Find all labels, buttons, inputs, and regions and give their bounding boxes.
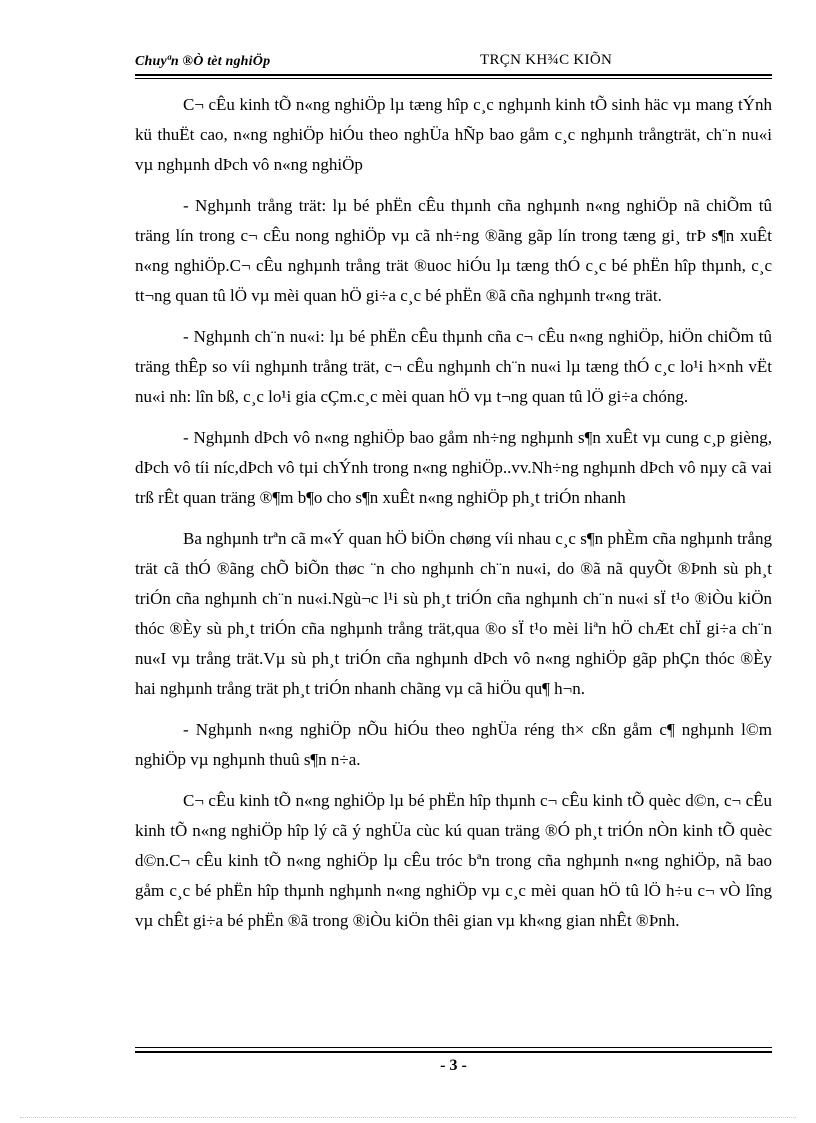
paragraph: Ba nghµnh trªn cã m«Ý quan hÖ biÖn chøng víi nhau c¸c s¶n phÈm cña nghµnh trång trät cã thÓ ®ãng chÕ biÕn thøc ¨n cho nghµnh ch¨n nu«i, do ®ã nã quyÕt ®Þnh sù ph¸t triÓn cña nghµnh ch¨n nu«i.Ngù¬c l¹i sù ph¸t triÓn cña nghµnh ch¨n nu«i sÏ t¹o ®iÒu kiÖn thóc ®Èy sù ph¸t triÓn cña nghµnh trång trät,qua ®o sÏ t¹o mèi liªn hÖ chÆt chÏ gi÷a ch¨n nu«I vµ trång trät.Vµ sù ph¸t triÓn cña nghµnh dÞch vô n«ng nghiÖp gãp phÇn thóc ®Èy hai nghµnh trång trät ph¸t triÓn nhanh chãng vµ cã hiÖu qu¶ h¬n.: [135, 529, 772, 698]
paragraph: - Nghµnh trång trät: lµ bé phËn cÊu thµnh cña nghµnh n«ng nghiÖp nã chiÕm tû träng lín trong c¬ cÊu nong nghiÖp vµ cã nh÷ng ®ãng gãp lín trong tæng gi¸ trÞ s¶n xuÊt n«ng nghiÖp.C¬ cÊu nghµnh trång trät ®uoc hiÓu lµ tæng thÓ c¸c bé phËn hîp thµnh, c¸c tt¬ng quan tû lÖ vµ mèi quan hÖ gi÷a c¸c bé phËn ®ã cña nghµnh tr«ng trät.: [135, 196, 772, 305]
paragraph: C¬ cÊu kinh tÕ n«ng nghiÖp lµ bé phËn hîp thµnh c¬ cÊu kinh tÕ quèc d©n, c¬ cÊu kinh tÕ n«ng nghiÖp hîp lý cã ý nghÜa cùc kú quan träng ®Ó ph¸t triÓn nÒn kinh tÕ quèc d©n.C¬ cÊu kinh tÕ n«ng nghiÖp lµ cÊu tróc bªn trong cña nghµnh n«ng nghiÖp, nã bao gåm c¸c bé phËn hîp thµnh nghµnh n«ng nghiÖp vµ c¸c mèi quan hÖ tû lÖ h÷u c¬ vÒ lîng vµ chÊt gi÷a bé phËn ®ã trong ®iÒu kiÖn thêi gian vµ kh«ng gian nhÊt ®Þnh.: [135, 791, 772, 930]
document-title: Chuyªn ®Ò tèt nghiÖp: [135, 54, 271, 69]
page-header: [135, 50, 772, 76]
footer-rule: [135, 1047, 772, 1048]
paragraph: - Nghµnh dÞch vô n«ng nghiÖp bao gåm nh÷ng nghµnh s¶n xuÊt vµ cung c¸p gièng, dÞch vô tíi níc,dÞch vô tµi chÝnh trong n«ng nghiÖp..vv.Nh÷ng nghµnh dÞch vô nµy cã vai trß rÊt quan träng ®¶m b¶o cho s¶n xuÊt n«ng nghiÖp ph¸t triÓn nhanh: [135, 428, 772, 507]
footer-rule: [135, 1051, 772, 1053]
page-footer: [135, 1047, 772, 1087]
author-name: TRÇN KH¾C KIÕN: [480, 52, 613, 68]
body-text: [135, 90, 772, 947]
header-rule: [135, 74, 772, 76]
paragraph: C¬ cÊu kinh tÕ n«ng nghiÖp lµ tæng hîp c¸c nghµnh kinh tÕ sinh häc vµ mang tÝnh kü thuËt cao, n«ng nghiÖp hiÓu theo nghÜa hÑp bao gåm c¸c nghµnh trångträt, ch¨n nu«i vµ nghµnh dÞch vô n«ng nghiÖp: [135, 95, 772, 174]
header-rule: [135, 78, 772, 79]
page-edge-divider: [20, 1117, 796, 1118]
paragraph: - Nghµnh ch¨n nu«i: lµ bé phËn cÊu thµnh cña c¬ cÊu n«ng nghiÖp, hiÖn chiÕm tû träng thÊp so víi nghµnh trång trät, c¬ cÊu nghµnh ch¨n nu«i lµ tæng thÓ c¸c lo¹i h×nh vËt nu«i nh: lîn bß, c¸c lo¹i gia cÇm.c¸c mèi quan hÖ vµ t¬ng quan tû lÖ gi÷a chóng.: [135, 327, 772, 406]
page-number: - 3 -: [440, 1057, 467, 1074]
paragraph: - Nghµnh n«ng nghiÖp nÕu hiÓu theo nghÜa réng th× cßn gåm c¶ nghµnh l©m nghiÖp vµ nghµnh thuû s¶n n÷a.: [135, 720, 772, 769]
